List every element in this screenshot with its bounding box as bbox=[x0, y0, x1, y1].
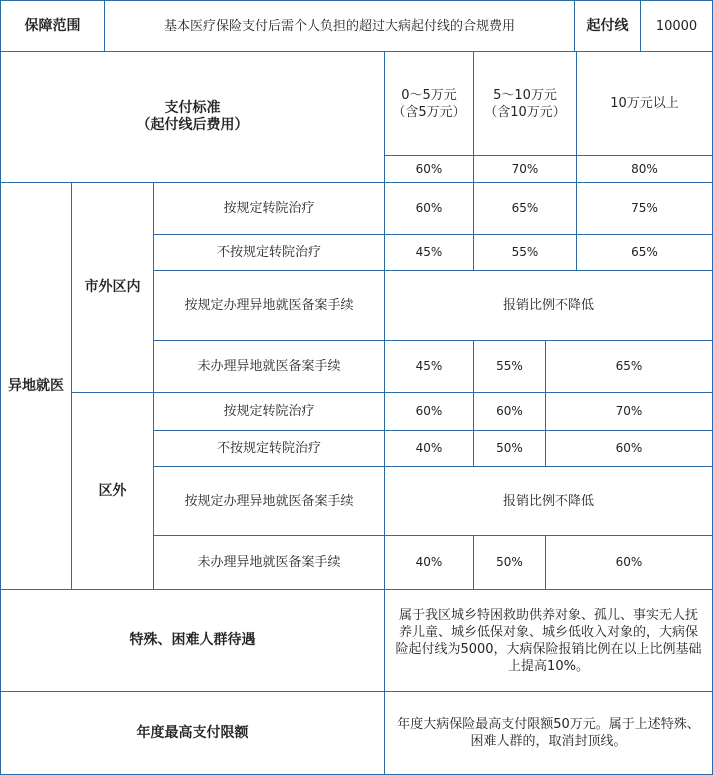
threshold-value: 10000 bbox=[641, 0, 713, 52]
special-groups-text: 属于我区城乡特困救助供养对象、孤儿、事实无人抚养儿童、城乡低保对象、城乡低收入对象的，大病保险起付线为5000，大病保险报销比例在以上比例基础上提高10%。 bbox=[385, 590, 713, 692]
inside-row-2-v3: 65% bbox=[577, 235, 713, 271]
rate-3: 80% bbox=[577, 156, 713, 183]
tier-2: 5～10万元 （含10万元） bbox=[474, 52, 577, 156]
tier-1: 0～5万元 （含5万元） bbox=[385, 52, 474, 156]
coverage-label: 保障范围 bbox=[0, 0, 105, 52]
inside-row-2-label: 不按规定转院治疗 bbox=[154, 235, 385, 271]
outside-row-2-v2: 50% bbox=[474, 431, 546, 467]
threshold-label: 起付线 bbox=[575, 0, 641, 52]
outside-row-4-v2: 50% bbox=[474, 536, 546, 590]
inside-row-4-v2: 55% bbox=[474, 341, 546, 393]
inside-row-1-v2: 65% bbox=[474, 183, 577, 235]
outside-row-1-v3: 70% bbox=[546, 393, 713, 431]
inside-row-2-v2: 55% bbox=[474, 235, 577, 271]
tier-3: 10万元以上 bbox=[577, 52, 713, 156]
outside-row-4-v3: 60% bbox=[546, 536, 713, 590]
outside-row-1-v1: 60% bbox=[385, 393, 474, 431]
outside-row-2-v1: 40% bbox=[385, 431, 474, 467]
outside-row-2-v3: 60% bbox=[546, 431, 713, 467]
rate-2: 70% bbox=[474, 156, 577, 183]
inside-row-4-label: 未办理异地就医备案手续 bbox=[154, 341, 385, 393]
inside-row-1-v1: 60% bbox=[385, 183, 474, 235]
inside-row-3-merged: 报销比例不降低 bbox=[385, 271, 713, 341]
inside-row-1-label: 按规定转院治疗 bbox=[154, 183, 385, 235]
inside-row-1-v3: 75% bbox=[577, 183, 713, 235]
outside-row-2-label: 不按规定转院治疗 bbox=[154, 431, 385, 467]
annual-limit-label: 年度最高支付限额 bbox=[0, 692, 385, 775]
outside-row-4-label: 未办理异地就医备案手续 bbox=[154, 536, 385, 590]
remote-care-label: 异地就医 bbox=[0, 183, 72, 590]
inside-row-4-v3: 65% bbox=[546, 341, 713, 393]
outside-row-3-label: 按规定办理异地就医备案手续 bbox=[154, 467, 385, 536]
inside-row-2-v1: 45% bbox=[385, 235, 474, 271]
outside-row-4-v1: 40% bbox=[385, 536, 474, 590]
inside-row-4-v1: 45% bbox=[385, 341, 474, 393]
outside-row-1-v2: 60% bbox=[474, 393, 546, 431]
outside-row-3-merged: 报销比例不降低 bbox=[385, 467, 713, 536]
coverage-text: 基本医疗保险支付后需个人负担的超过大病起付线的合规费用 bbox=[105, 0, 575, 52]
outside-row-1-label: 按规定转院治疗 bbox=[154, 393, 385, 431]
payment-standard-label: 支付标准 （起付线后费用） bbox=[0, 52, 385, 183]
annual-limit-text: 年度大病保险最高支付限额50万元。属于上述特殊、困难人群的，取消封顶线。 bbox=[385, 692, 713, 775]
rate-1: 60% bbox=[385, 156, 474, 183]
special-groups-label: 特殊、困难人群待遇 bbox=[0, 590, 385, 692]
inside-row-3-label: 按规定办理异地就医备案手续 bbox=[154, 271, 385, 341]
inside-region-label: 市外区内 bbox=[72, 183, 154, 393]
outside-region-label: 区外 bbox=[72, 393, 154, 590]
